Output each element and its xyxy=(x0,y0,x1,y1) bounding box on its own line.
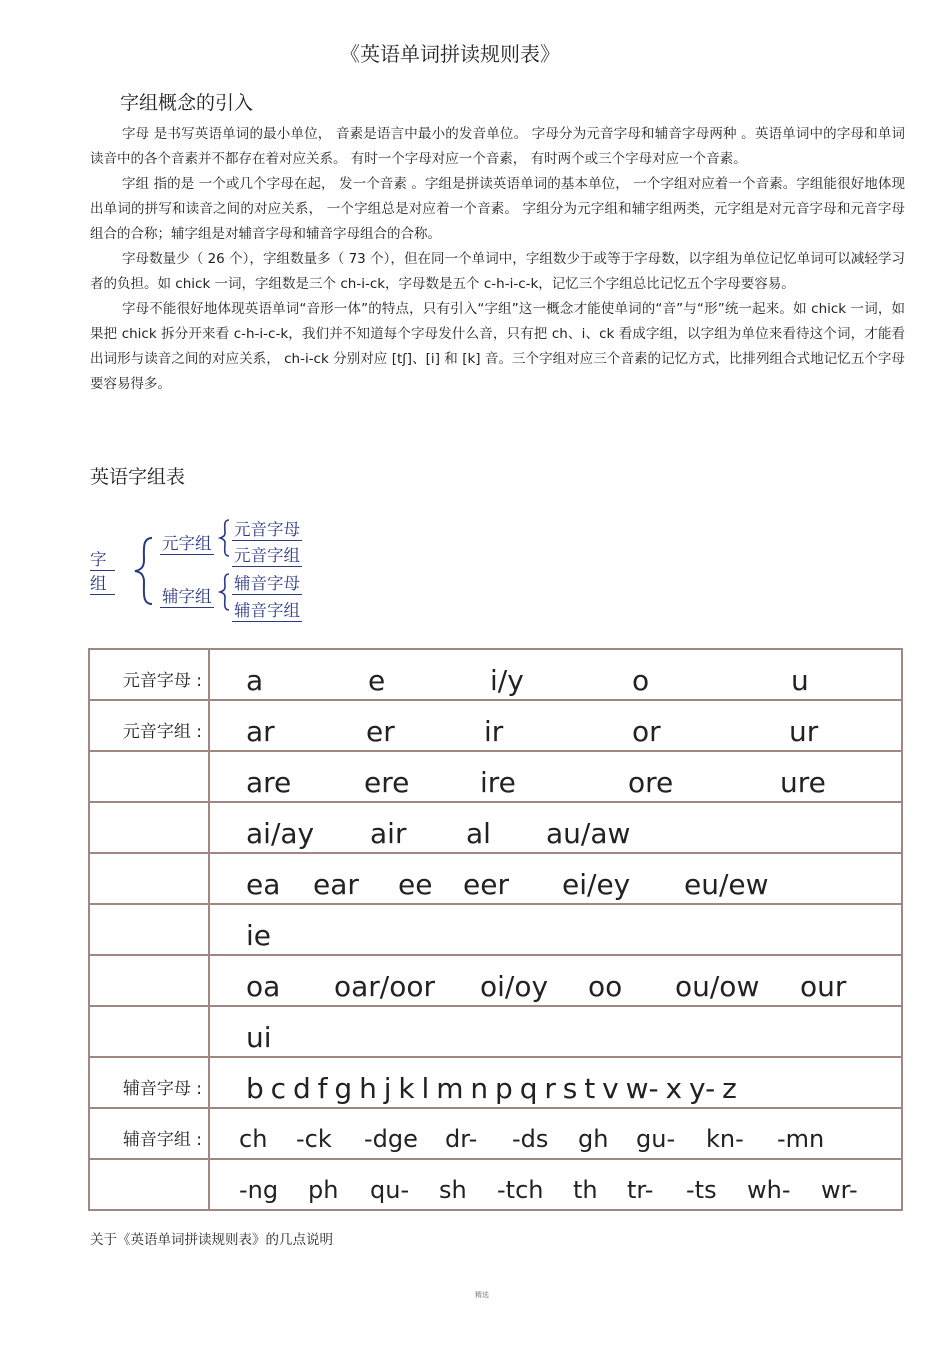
row-label: 辅音字组 : xyxy=(89,1108,209,1159)
row-values xyxy=(209,955,902,1006)
table-row xyxy=(89,904,902,955)
letter-token: ui xyxy=(246,1021,272,1054)
row-label xyxy=(89,802,209,853)
letter-token: ere xyxy=(364,766,410,799)
row-label xyxy=(89,1159,209,1210)
page-title: 《英语单词拼读规则表》 xyxy=(340,42,560,66)
row-values xyxy=(209,904,902,955)
letter-token: ar xyxy=(246,715,275,748)
tree-consonant-group: 辅字组 xyxy=(160,583,214,608)
big-brace-icon xyxy=(132,536,158,606)
tree-vowel-combos: 元音字组 xyxy=(232,542,302,567)
row-values xyxy=(209,853,902,904)
row-label xyxy=(89,955,209,1006)
letter-token: ie xyxy=(246,919,272,952)
letter-token: ea xyxy=(246,868,281,901)
tree-vowel-letters: 元音字母 xyxy=(232,516,302,541)
letter-token: ou/ow xyxy=(675,970,760,1003)
letter-token: ur xyxy=(789,715,819,748)
letter-token: -ds xyxy=(512,1125,549,1153)
letter-token: b c d f g h j k l m n p q r s t v w- x y- z xyxy=(246,1072,737,1105)
row-label: 元音字组 : xyxy=(89,700,209,751)
letter-token: oi/oy xyxy=(480,970,549,1003)
paragraph: 字母不能很好地体现英语单词“音形一体”的特点，只有引入“字组”这一概念才能使单词的“音”与“形”统一起来。如 chick 一词，如果把 chick 拆分开来看 c-h-i-c-k，我们并不知道每个字母发什么音，只有把 ch、i、ck 看成字组，以字组为单位来看待这个词，才能看出词形与读音之间的对应关系， ch-i-ck 分别对应 [tʃ]、[i] 和 [k] 音。三个字组对应三个音素的记忆方式，比排列组合式地记忆五个字母要容易得多。 xyxy=(90,301,905,392)
letter-token: ear xyxy=(313,868,359,901)
row-label xyxy=(89,1006,209,1057)
paragraph: 字母 是书写英语单词的最小单位， 音素是语言中最小的发音单位。 字母分为元音字母和辅音字母两种 。英语单词中的字母和单词读音中的各个音素并不都存在着对应关系。 有时一个字母对应一个音素， 有时两个或三个字母对应一个音素。 xyxy=(90,126,905,167)
table-row xyxy=(89,700,902,751)
table-row xyxy=(89,1006,902,1057)
letter-token: o xyxy=(632,664,650,697)
row-values xyxy=(209,751,902,802)
letter-token: ei/ey xyxy=(562,868,631,901)
tree-consonant-combos: 辅音字组 xyxy=(232,597,302,622)
letter-token: a xyxy=(246,664,264,697)
letter-token: eu/ew xyxy=(684,868,769,901)
letter-token: -ng xyxy=(239,1176,279,1204)
row-values xyxy=(209,802,902,853)
letter-token: oo xyxy=(588,970,623,1003)
letter-token: ai/ay xyxy=(246,817,315,850)
row-label xyxy=(89,904,209,955)
table-row xyxy=(89,955,902,1006)
row-label: 元音字母 : xyxy=(89,649,209,700)
letter-token: i/y xyxy=(490,664,524,697)
table-row xyxy=(89,802,902,853)
small-brace-icon xyxy=(218,518,232,558)
intro-body xyxy=(90,122,905,397)
row-values xyxy=(209,700,902,751)
letter-token: -mn xyxy=(777,1125,825,1153)
letter-token: gu- xyxy=(636,1125,676,1153)
row-label xyxy=(89,751,209,802)
paragraph: 字组 指的是 一个或几个字母在起， 发一个音素 。字组是拼读英语单词的基本单位， 一个字组对应着一个音素。字组能很好地体现出单词的拼写和读音之间的对应关系， 一个字组总是对应着一个音素。 字组分为元字组和辅字组两类，元字组是对元音字母和元音字母组合的合称；辅字组是对辅音字母和辅音字母组合的合称。 xyxy=(90,176,905,242)
table-row xyxy=(89,853,902,904)
row-values xyxy=(209,1159,902,1210)
letter-token: ire xyxy=(480,766,516,799)
table-row xyxy=(89,649,902,700)
footnote: 关于《英语单词拼读规则表》的几点说明 xyxy=(90,1232,333,1248)
letter-token: wr- xyxy=(821,1176,858,1204)
letter-token: our xyxy=(800,970,847,1003)
letter-token: e xyxy=(368,664,386,697)
letter-token: er xyxy=(366,715,395,748)
letter-token: ure xyxy=(780,766,826,799)
table-row xyxy=(89,751,902,802)
letter-token: oar/oor xyxy=(334,970,436,1003)
table-row xyxy=(89,1057,902,1108)
letter-token: dr- xyxy=(445,1125,478,1153)
section-heading-table: 英语字组表 xyxy=(90,466,186,488)
letter-token: ch xyxy=(239,1125,268,1153)
letter-token: -ck xyxy=(296,1125,332,1153)
tree-root-char-2: 组 xyxy=(90,570,115,595)
letter-token: eer xyxy=(463,868,509,901)
letter-token: ee xyxy=(398,868,433,901)
row-values xyxy=(209,649,902,700)
row-values xyxy=(209,1006,902,1057)
letter-token: -ts xyxy=(686,1176,717,1204)
letter-token: -tch xyxy=(497,1176,544,1204)
row-label: 辅音字母 : xyxy=(89,1057,209,1108)
letter-token: kn- xyxy=(706,1125,744,1153)
row-values xyxy=(209,1057,902,1108)
letter-token: sh xyxy=(439,1176,467,1204)
letter-token: au/aw xyxy=(546,817,631,850)
letter-token: wh- xyxy=(747,1176,791,1204)
page-number: 精选 xyxy=(475,1291,489,1299)
letter-token: al xyxy=(466,817,491,850)
section-heading-intro: 字组概念的引入 xyxy=(120,92,254,114)
paragraph: 字母数量少（ 26 个），字组数量多（ 73 个），但在同一个单词中，字组数少于或等于字母数，以字组为单位记忆单词可以减轻学习者的负担。如 chick 一词，字组数是三个 ch-i-ck，字母数是五个 c-h-i-c-k，记忆三个字组总比记忆五个字母要容易。 xyxy=(90,251,905,292)
letter-token: ir xyxy=(484,715,504,748)
letter-token: qu- xyxy=(370,1176,410,1204)
letter-token: -dge xyxy=(364,1125,418,1153)
letter-token: u xyxy=(791,664,809,697)
table-row xyxy=(89,1108,902,1159)
small-brace-icon xyxy=(218,572,232,612)
tree-vowel-group: 元字组 xyxy=(160,530,214,555)
letter-token: tr- xyxy=(627,1176,654,1204)
letter-group-table xyxy=(88,648,903,1211)
table-row xyxy=(89,1159,902,1210)
letter-token: oa xyxy=(246,970,281,1003)
letter-token: gh xyxy=(578,1125,609,1153)
row-values xyxy=(209,1108,902,1159)
letter-token: ph xyxy=(308,1176,339,1204)
tree-consonant-letters: 辅音字母 xyxy=(232,570,302,595)
letter-token: th xyxy=(573,1176,598,1204)
tree-root-char-1: 字 xyxy=(90,546,115,571)
letter-token: air xyxy=(370,817,407,850)
letter-token: are xyxy=(246,766,292,799)
letter-token: or xyxy=(632,715,661,748)
row-label xyxy=(89,853,209,904)
letter-token: ore xyxy=(628,766,674,799)
